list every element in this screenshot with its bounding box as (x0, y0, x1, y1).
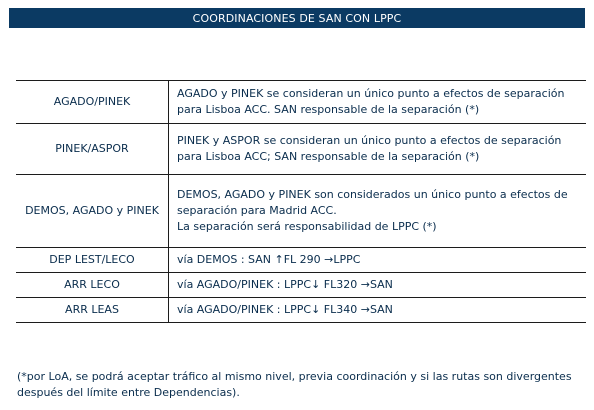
row-key: AGADO/PINEK (16, 81, 169, 124)
row-key: DEMOS, AGADO y PINEK (16, 175, 169, 248)
row-key: DEP LEST/LECO (16, 248, 169, 273)
row-key: PINEK/ASPOR (16, 124, 169, 175)
coordination-table (16, 80, 586, 323)
row-description (169, 124, 587, 175)
description-line: vía AGADO/PINEK : LPPC↓ FL340 →SAN (177, 303, 393, 316)
description-line: La separación será responsabilidad de LPPC (*) (177, 220, 437, 233)
description-line: separación para Madrid ACC. (177, 204, 337, 217)
row-key: ARR LEAS (16, 298, 169, 323)
description-line: para Lisboa ACC; SAN responsable de la separación (*) (177, 150, 480, 163)
row-description (169, 298, 587, 323)
description-line: vía AGADO/PINEK : LPPC↓ FL320 →SAN (177, 278, 393, 291)
row-description (169, 248, 587, 273)
table-row (16, 298, 586, 323)
table-row (16, 248, 586, 273)
table-row (16, 273, 586, 298)
row-description (169, 175, 587, 248)
description-line: AGADO y PINEK se consideran un único punto a efectos de separación (177, 87, 565, 100)
description-line: vía DEMOS : SAN ↑FL 290 →LPPC (177, 253, 361, 266)
description-line: para Lisboa ACC. SAN responsable de la separación (*) (177, 103, 480, 116)
table-row (16, 175, 586, 248)
table-row (16, 124, 586, 175)
footnote-line: (*por LoA, se podrá aceptar tráfico al mismo nivel, previa coordinación y si las rutas son divergentes (17, 370, 572, 383)
row-key: ARR LECO (16, 273, 169, 298)
footnote-line: después del límite entre Dependencias). (17, 386, 240, 399)
table-row (16, 81, 586, 124)
section-title-banner (9, 8, 585, 28)
description-line: DEMOS, AGADO y PINEK son considerados un único punto a efectos de (177, 188, 568, 201)
row-description (169, 81, 587, 124)
row-description (169, 273, 587, 298)
section-title: COORDINACIONES DE SAN CON LPPC (192, 11, 402, 25)
footnote (17, 369, 587, 401)
description-line: PINEK y ASPOR se consideran un único punto a efectos de separación (177, 134, 562, 147)
